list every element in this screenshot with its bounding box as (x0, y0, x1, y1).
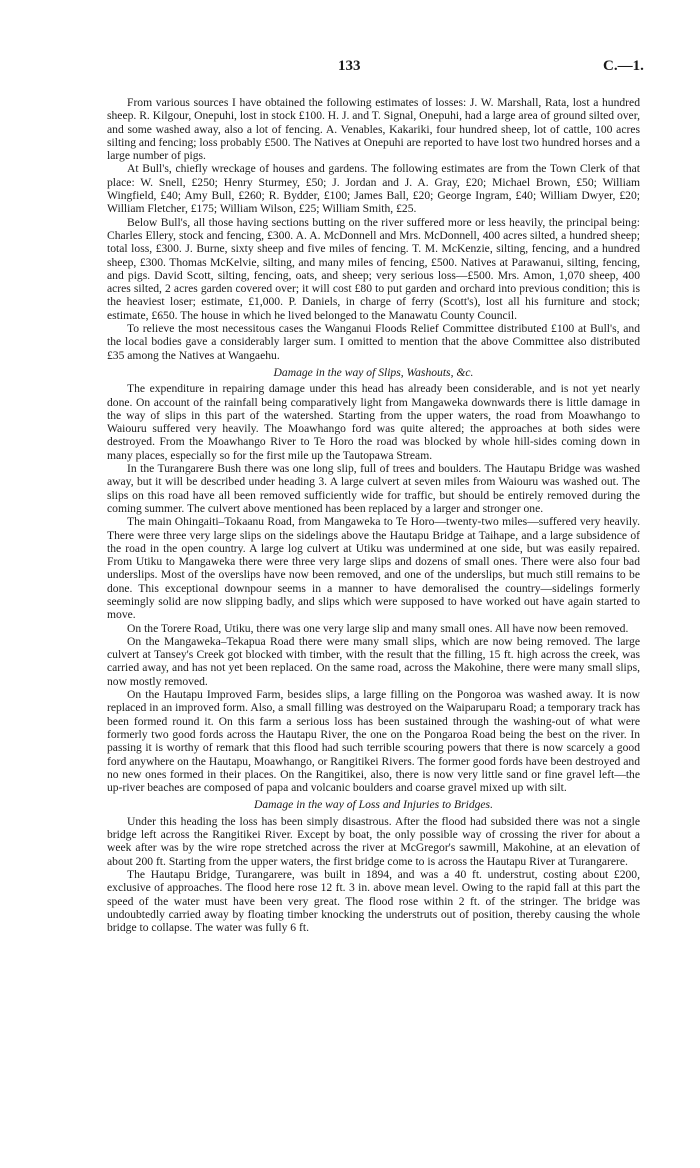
paragraph: In the Turangarere Bush there was one long slip, full of trees and boulders. The Hautapu Bridge was washed away, but it will be described under heading 3. A large culvert at seven miles from Waiouru was washed out. The slips on this road have all been removed sufficiently wide for traffic, but should be entirely removed during the coming summer. The culvert above mentioned has been replaced by a larger and stronger one. (107, 462, 640, 515)
paragraph: Below Bull's, all those having sections butting on the river suffered more or less heavily, the principal being: Charles Ellery, stock and fencing, £300. A. A. McDonnell and Mrs. McDonnell, 400 acres silted, a hundred sheep; total loss, £300. J. Burne, sixty sheep and five miles of fencing. T. M. McKenzie, silting, fencing, and a hundred sheep, £300. Thomas McKelvie, silting, and many miles of fencing, £500. Natives at Parawanui, silting, fencing, and pigs. David Scott, silting, fencing, oats, and sheep; very serious loss—£500. Mrs. Amon, 1,070 sheep, 400 acres silted, 2 acres garden covered over; it will cost £80 to put garden and orchard into previous condition; this is the heaviest loser; estimate, £1,000. P. Daniels, in charge of ferry (Scott's), lost all his furniture and stock; estimate, £650. The house in which he lived belonged to the Manawatu County Council. (107, 215, 640, 322)
paragraph: To relieve the most necessitous cases the Wanganui Floods Relief Committee distributed £100 at Bull's, and the local bodies gave a considerably larger sum. I omitted to mention that the above Committee also distributed £35 among the Natives at Wangaehu. (107, 322, 640, 362)
paragraph: Under this heading the loss has been simply disastrous. After the flood had subsided there was not a single bridge left across the Rangitikei River. Except by boat, the only possible way of crossing the river for about a week after was by the wire rope stretched across the river at McGregor's sawmill, Makohine, at an elevation of about 200 ft. Starting from the upper waters, the first bridge come to is across the Hautapu River at Turangarere. (107, 814, 640, 868)
paragraph: The main Ohingaiti–Tokaanu Road, from Mangaweka to Te Horo—twenty-two miles—suffered very heavily. There were three very large slips on the sidelings above the Hautapu Bridge at Taihape, and a large subsidence of the road in the open country. A large log culvert at Utiku was undermined at one side, but was easily repaired. From Utiku to Mangaweka there were three very large slips and dozens of small ones. There were also four bad underslips. Most of the overslips have now been removed, and one of the underslips, but much still remains to be done. This exceptional downpour seems in a manner to have demoralised the country—sidelings formerly seemingly solid are now slipping badly, and slips which were supposed to have worked out have again started to move. (107, 515, 640, 622)
document-code: C.—1. (603, 58, 644, 74)
paragraph: From various sources I have obtained the following estimates of losses: J. W. Marshall, Rata, lost a hundred sheep. R. Kilgour, Onepuhi, lost in stock £100. H. J. and T. Signal, Onepuhi, had a large area of ground silted over, and some washed away, also a lot of fencing. A. Venables, Kakariki, four hundred sheep, lot of cattle, 100 acres silting and fencing; loss probably £500. The Natives at Onepuhi are reported to have lost two hundred horses and a large number of pigs. (107, 96, 640, 163)
paragraph: On the Torere Road, Utiku, there was one very large slip and many small ones. All have now been removed. (127, 621, 629, 635)
paragraph: The Hautapu Bridge, Turangarere, was built in 1894, and was a 40 ft. understrut, costing about £200, exclusive of approaches. The flood here rose 12 ft. 3 in. above mean level. Owing to the rapid fall at this part the speed of the water must have been very great. The flood rose within 2 ft. of the stringer. The bridge was undoubtedly carried away by floating timber knocking the understruts out of position, thereby causing the whole bridge to collapse. The water was fully 6 ft. (107, 867, 640, 935)
page-number: 133 (338, 58, 361, 74)
paragraph: The expenditure in repairing damage under this head has already been considerable, and is not yet nearly done. On account of the rainfall being comparatively light from Mangaweka downwards there is little damage in the way of slips in this part of the watershed. Starting from the upper waters, the road from Moawhango to Waiouru suffered very heavily. The Moawhango ford was quite altered; the approaches at both sides were destroyed. From the Moawhango River to Te Horo the road was blocked by whole hill-sides coming down in many places, especially so for the first mile up the Tautopawa Stream. (107, 382, 640, 462)
body-text (107, 96, 640, 934)
page-header (0, 60, 700, 78)
section-heading-bridges: Damage in the way of Loss and Injuries to Bridges. (254, 798, 493, 812)
section-heading-slips: Damage in the way of Slips, Washouts, &c. (273, 365, 474, 379)
paragraph: At Bull's, chiefly wreckage of houses and gardens. The following estimates are from the Town Clerk of that place: W. Snell, £250; Henry Sturmey, £50; J. Jordan and J. A. Gray, £20; Michael Brown, £50; William Wingfield, £40; Amy Bull, £260; R. Bydder, £100; James Ball, £20; George Ingram, £40; William Dwyer, £20; William Fletcher, £175; William Wilson, £25; William Smith, £25. (107, 162, 640, 216)
paragraph: On the Mangaweka–Tekapua Road there were many small slips, which are now being removed. The large culvert at Tansey's Creek got blocked with timber, with the result that the filling, 15 ft. high across the creek, was carried away, and has not yet been replaced. On the same road, across the Makohine, there were many small slips, now mostly removed. (107, 634, 640, 688)
paragraph: On the Hautapu Improved Farm, besides slips, a large filling on the Pongoroa was washed away. It is now replaced in an improved form. Also, a small filling was destroyed on the Waiparuparu Road; a temporary track has been formed round it. On this farm a serious loss has been sustained through the washing-out of what were formerly two good fords across the Hautapu River, the one on the Pongaroa Road being the best on the river. In passing it is worthy of remark that this flood had such terrible scouring powers that there is now scarcely a good ford anywhere on the Hautapu, Moawhango, or Rangitikei Rivers. The former good fords have been destroyed and no new ones formed in their places. On the Rangitikei, also, there is now very little sand or fine gravel left—the up-river beaches are composed of papa and volcanic boulders and coarse gravel mixed up with silt. (107, 688, 640, 795)
